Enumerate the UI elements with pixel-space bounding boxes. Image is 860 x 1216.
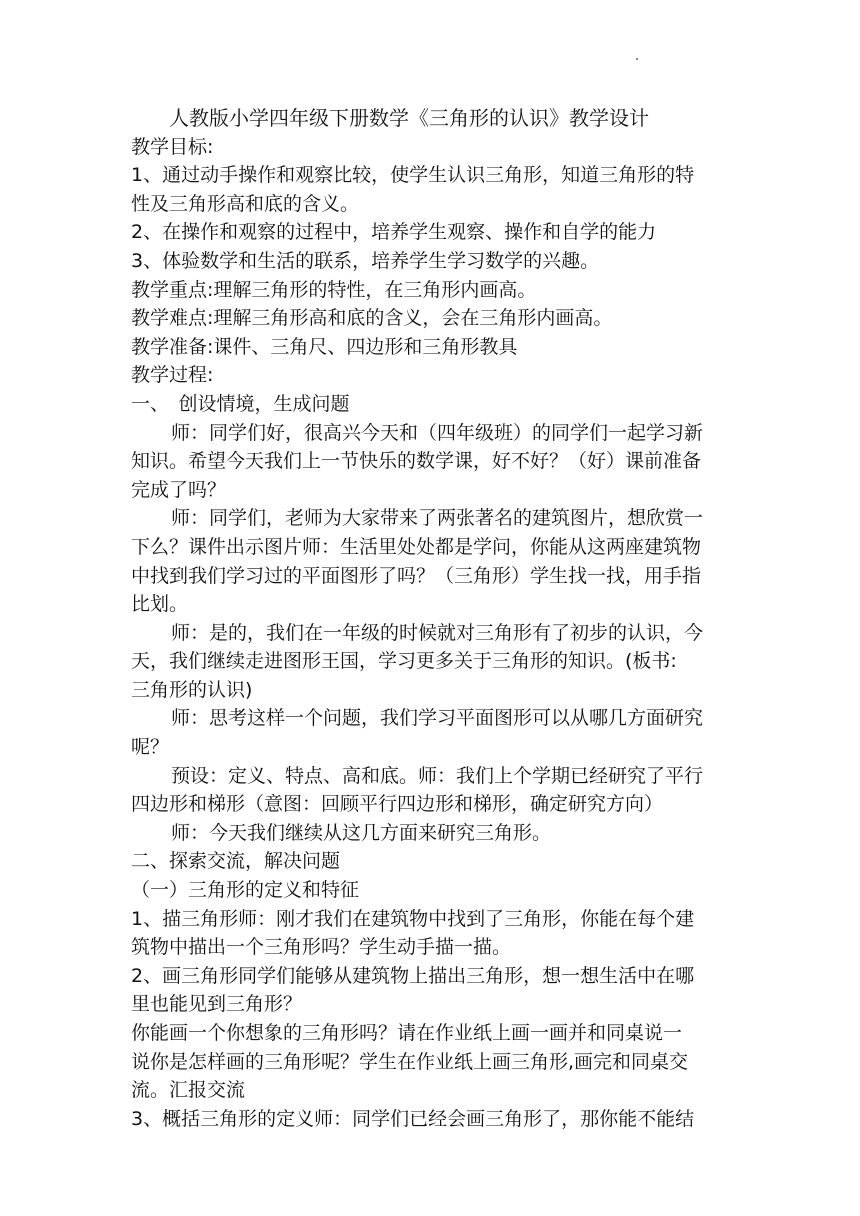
objective-1-continued: 性及三角形高和底的含义。 xyxy=(131,192,360,215)
paragraph-line: 完成了吗？ xyxy=(131,478,227,501)
paragraph-line: 流。汇报交流 xyxy=(131,1079,246,1102)
paragraph-line: 1、描三角形师：刚才我们在建筑物中找到了三角形，你能在每个建 xyxy=(131,907,695,930)
scan-dot-mark xyxy=(636,58,638,60)
paragraph-line: 知识。希望今天我们上一节快乐的数学课，好不好？（好）课前准备 xyxy=(131,450,702,473)
section-heading-process: 教学过程: xyxy=(131,364,214,387)
process-step-2-heading: 二、探索交流，解决问题 xyxy=(131,850,341,873)
objective-3: 3、体验数学和生活的联系，培养学生学习数学的兴趣。 xyxy=(131,249,600,272)
paragraph-line: 下么？课件出示图片师：生活里处处都是学问，你能从这两座建筑物 xyxy=(131,535,702,558)
paragraph-line: 2、画三角形同学们能够从建筑物上描出三角形，想一想生活中在哪 xyxy=(131,964,695,987)
paragraph-line: 师：同学们，老师为大家带来了两张著名的建筑图片，想欣赏一 xyxy=(171,507,704,530)
paragraph-line: 天，我们继续走进图形王国，学习更多关于三角形的知识。(板书: xyxy=(131,650,677,673)
objective-1: 1、通过动手操作和观察比较，使学生认识三角形，知道三角形的特 xyxy=(131,164,695,187)
teaching-difficulty: 教学难点:理解三角形高和底的含义，会在三角形内画高。 xyxy=(131,307,613,330)
document-title: 人教版小学四年级下册数学《三角形的认识》教学设计 xyxy=(169,106,649,130)
section-heading-objectives: 教学目标: xyxy=(131,135,214,158)
document-page xyxy=(131,104,731,1133)
paragraph-line: 中找到我们学习过的平面图形了吗？（三角形）学生找一找，用手指 xyxy=(131,564,702,587)
subsection-heading: （一）三角形的定义和特征 xyxy=(131,879,360,902)
paragraph-line: 说你是怎样画的三角形呢？学生在作业纸上画三角形,画完和同桌交 xyxy=(131,1050,689,1073)
paragraph-line: 3、概括三角形的定义师：同学们已经会画三角形了，那你能不能结 xyxy=(131,1107,695,1130)
paragraph-line: 呢？ xyxy=(131,736,170,759)
paragraph-line: 比划。 xyxy=(131,593,189,616)
teaching-focus: 教学重点:理解三角形的特性，在三角形内画高。 xyxy=(131,278,537,301)
paragraph-line: 你能画一个你想象的三角形吗？请在作业纸上画一画并和同桌说一 xyxy=(131,1022,683,1044)
process-step-1-heading: 一、 创设情境，生成问题 xyxy=(131,392,350,415)
objective-2: 2、在操作和观察的过程中，培养学生观察、操作和自学的能力 xyxy=(131,221,657,244)
paragraph-line: 预设：定义、特点、高和底。师：我们上个学期已经研究了平行 xyxy=(171,764,704,787)
paragraph-line: 三角形的认识) xyxy=(131,678,253,701)
paragraph-line: 师：同学们好，很高兴今天和（四年级班）的同学们一起学习新 xyxy=(171,421,704,444)
paragraph-line: 里也能见到三角形？ xyxy=(131,993,303,1016)
paragraph-line: 师：是的，我们在一年级的时候就对三角形有了初步的认识，今 xyxy=(171,621,704,644)
paragraph-line: 师：思考这样一个问题，我们学习平面图形可以从哪几方面研究 xyxy=(171,707,704,730)
paragraph-line: 师：今天我们继续从这几方面来研究三角形。 xyxy=(171,821,552,844)
paragraph-line: 筑物中描出一个三角形吗？学生动手描一描。 xyxy=(131,936,512,959)
teaching-preparation: 教学准备:课件、三角尺、四边形和三角形教具 xyxy=(131,335,518,358)
paragraph-line: 四边形和梯形（意图：回顾平行四边形和梯形，确定研究方向） xyxy=(131,793,664,816)
